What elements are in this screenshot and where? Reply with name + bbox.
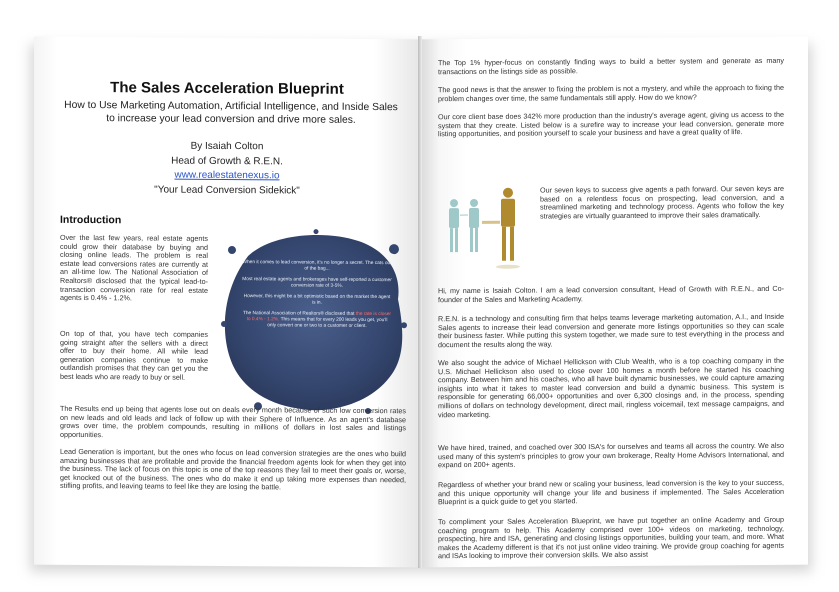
right-page [420,37,808,568]
callout-line-4c: This means that for every 200 leads you get, you'll only convert one or two to a customer or client. [267,317,388,329]
callout-line-1: When it comes to lead conversion, it's no longer a secret. The cats out of the bag... [242,260,392,272]
document-subtitle: How to Use Marketing Automation, Artificial Intelligence, and Inside Sales to increase your lead conversion and drive more sales. [64,99,398,126]
body-paragraph-4: Our seven keys to success give agents a path forward. Our seven keys are based on a relentless focus on prospecting, lead conversion, and a streamlined marketing and technology process. Agents who follow the key strategies are virtually guaranteed to improve their sales dramatically. [540,183,784,221]
body-paragraph-3: Our core client base does 342% more production than the industry's average agent, giving us access to the system that they create. Listed below is a surefire way to increase your lead conversion, generate more listing opportunities, and position yourself to scale your business and have a great quality of life. [438,109,784,139]
intro-paragraph-3: The Results end up being that agents lose out on deals every month because of such low conversion rates on new leads and old leads and lack of follow up with their Sphere of Influence. As an agent's database grows over time, the problem compounds, resulting in millions of dollars in lost sales and listings opportunities. [60,403,406,439]
callout-line-4a: The National Association of Realtors® disclosed that [242,311,355,317]
intro-paragraph-4: Lead Generation is important, but the ones who focus on lead conversion strategies are the ones who build amazing businesses that are profitable and provide the financial freedom agents look for when they get into the business. The lack of focus on this topic is one of the top reasons they fail to meet their goals or, worse, get knocked out of the business. The ones who do make it end up taking more expenses than needed, stifling profits, and leaving teams to feel like they are losing the battle. [60,446,406,492]
body-paragraph-7: We also sought the advice of Michael Hellickson with Club Wealth, who is a top coaching company in the U.S. Michael Hellickson also used to close over 100 homes a month before he started his coaching company. Between him and his coaches, who all have built dynamic businesses, we could capture amazing insights into what it takes to master lead conversion and build a dynamic business. This system is responsible for generating 66,000+ opportunities and over 6,300 closings and, in the process, spending millions of dollars on technology development, direct mail, ringless voicemail, text message campaigns, and video marketing. [438,355,784,419]
body-paragraph-9: Regardless of whether your brand new or scaling your business, lead conversion is the key to your success, and this unique opportunity will change your life and business if implemented. The Sales Acceleration Blueprint is a quick guide to get you started. [438,477,784,507]
left-page [34,37,420,568]
website-link[interactable]: www.realestatenexus.io [174,169,280,182]
intro-paragraph-2: On top of that, you have tech companies going straight after the sellers with a direct offer to buy their home. All while lead generation companies continue to make outlandish promises that they can get you the best leads who are ready to buy or sell. [60,328,208,382]
body-paragraph-8: We have hired, trained, and coached over 300 ISA's for ourselves and teams all across the country. We also used many of this system's principles to grow your own brokerage, Realty Home Advisors International, and expand on 200+ agents. [438,440,784,470]
intro-paragraph-1: Over the last few years, real estate agents could grow their database by buying and closing online leads. The problem is real estate lead conversions rates are currently at an all-time low. The National Association of Realtors® disclosed that the typical lead-to-transaction conversion rate for real estate agents is 0.4% - 1.2%. [60,232,208,303]
tagline: "Your Lead Conversion Sidekick" [154,183,300,197]
document-title: The Sales Acceleration Blueprint [110,79,344,98]
author-name: By Isaiah Colton [190,140,264,153]
body-paragraph-2: The good news is that the answer to fixing the problem is not a mystery, and while the approach to fixing the problem changes over time, the same fundamentals still apply. How do we know? [438,82,784,103]
people-figures-illustration [442,185,532,280]
body-paragraph-6: R.E.N. is a technology and consulting firm that helps teams leverage marketing automation, A.I., and Inside Sales agents to increase their lead conversion and generate more listings opportunities so they can scale their business faster. While putting this system together, we made sure to test everything in the process and document the results along the way. [438,311,784,350]
callout-text [242,260,392,335]
body-paragraph-10: To compliment your Sales Acceleration Blueprint, we have put together an online Academy and Group coaching program to help. This Academy comprised over 100+ videos on marketing, technology, prospecting, hire and ISA, generating and closing listings opportunities, building your team, and more. What makes the Academy different is that it's not just online video training. We provide group coaching for agents and ISAs looking to improve their conversion skills. We also assist [438,514,784,561]
callout-highlight: the rate is closer to 0.4% - 1.2%. [246,311,392,323]
book-spine [418,36,422,568]
body-paragraph-5: Hi, my name is Isaiah Colton. I am a lead conversion consultant, Head of Growth with R.E.N., and Co-founder of the Sales and Marketing Academy. [438,283,784,304]
callout-line-2: Most real estate agents and brokerages have self-reported a customer conversion rate of 3-5%. [242,277,392,289]
callout-line-4 [242,311,392,330]
introduction-heading: Introduction [60,213,122,227]
author-role: Head of Growth & R.E.N. [171,155,283,167]
callout-line-3: However, this might be a bit optimistic based on the market the agent is in. [243,294,391,306]
author-block [34,139,420,200]
body-paragraph-1: The Top 1% hyper-focus on constantly finding ways to build a better system and generate as many transactions on the listings side as possible. [438,55,784,76]
